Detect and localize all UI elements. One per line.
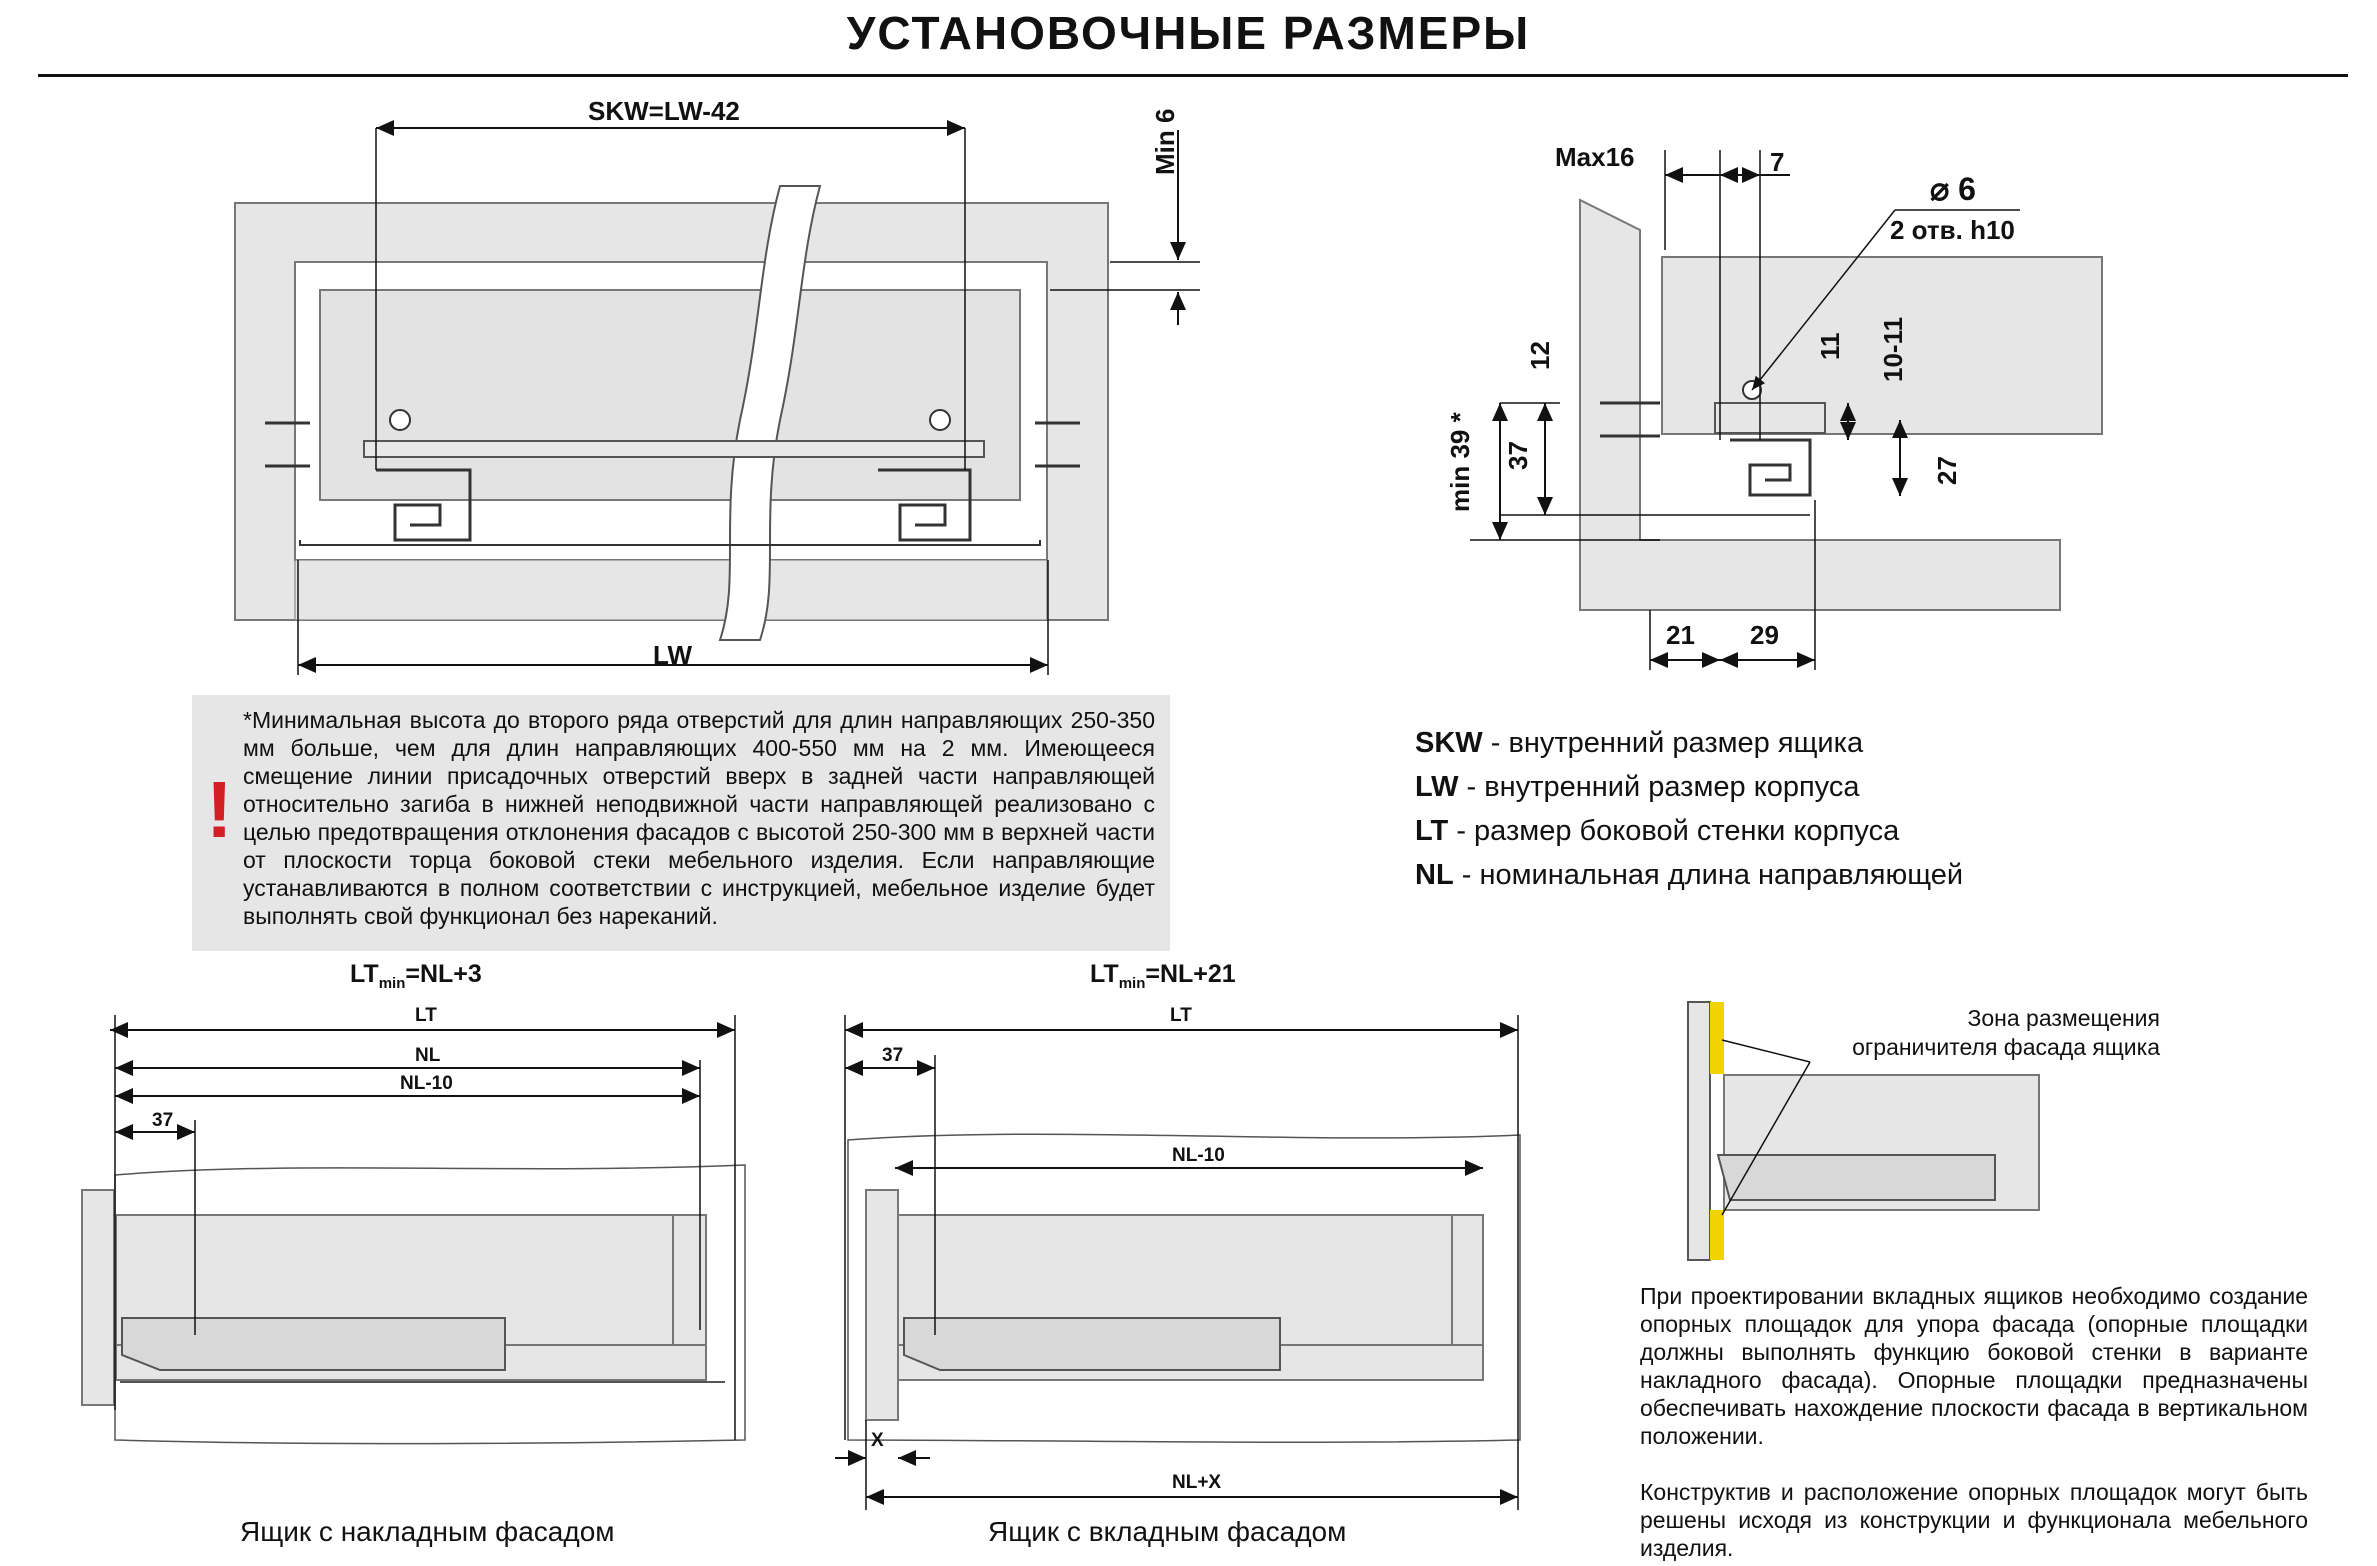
front-section-drawing: [235, 128, 1200, 675]
design-note-paragraph-1: При проектировании вкладных ящиков необходимо создание опорных площадок для упора фасада (опорные площадки должны выполнять функцию боковой стенки в варианте накладного фасада). Опорные площадки предназначены обеспечивать нахождение плоскости фасада в вертикальном положении.: [1640, 1283, 2308, 1449]
legend-item-lw: LW - внутренний размер корпуса: [1415, 771, 1860, 803]
dim-21-label: 21: [1666, 620, 1695, 650]
hole-diameter-label: ⌀ 6: [1930, 171, 1976, 207]
lt-label: LT: [415, 1005, 437, 1026]
page-title: УСТАНОВОЧНЫЕ РАЗМЕРЫ: [846, 7, 1531, 59]
skw-dimension-label: SKW=LW-42: [588, 96, 740, 126]
dim-7-label: 7: [1770, 147, 1785, 177]
holes-label: 2 отв. h10: [1890, 215, 2015, 245]
lt-inset-label: LT: [1170, 1005, 1192, 1026]
legend-item-lt: LT - размер боковой стенки корпуса: [1415, 815, 1900, 847]
formula-inset: $LT_{min}=NL+21$: [1090, 960, 1236, 992]
dim-37-left-label: 37: [152, 1110, 174, 1131]
lw-dimension-label: LW: [653, 640, 692, 670]
dim-37-mid-label: 37: [882, 1045, 904, 1066]
exclamation-icon: !: [206, 765, 233, 854]
nl-x-label: NL+X: [1172, 1472, 1222, 1493]
dim-11-label: 11: [1815, 332, 1845, 360]
dim-37-label: 37: [1503, 441, 1533, 470]
inset-drawer-drawing: [835, 1015, 1520, 1510]
zone-label: Зона размещения ограничителя фасада ящика: [1852, 1005, 2160, 1060]
nl-10-label: NL-10: [400, 1073, 453, 1094]
dim-12-label: 12: [1525, 341, 1555, 370]
min6-dimension-label: Min 6: [1150, 108, 1180, 175]
overlay-caption: Ящик с накладным фасадом: [240, 1516, 615, 1547]
design-note-paragraph-2: Конструктив и расположение опорных площадок могут быть решены исходя из конструкции и функционала мебельного изделия.: [1640, 1479, 2308, 1561]
nl-label: NL: [415, 1045, 441, 1066]
x-label: X: [871, 1430, 884, 1451]
dim-27-label: 27: [1932, 456, 1962, 485]
inset-caption: Ящик с вкладным фасадом: [988, 1516, 1347, 1547]
max16-label: Max16: [1555, 142, 1635, 172]
formula-overlay: $LT_{min}=NL+3$: [350, 960, 482, 992]
legend-item-skw: SKW - внутренний размер ящика: [1415, 727, 1864, 759]
dim-29-label: 29: [1750, 620, 1779, 650]
min39-label: min 39 *: [1445, 412, 1475, 512]
legend-item-nl: NL - номинальная длина направляющей: [1415, 859, 1964, 891]
warning-note-text: *Минимальная высота до второго ряда отверстий для длин направляющих 250-350 мм больше, чем для длин направляющих 400-550 мм на 2 мм. Имеющееся смещение линии присадочных отверстий вверх в задней части направляющей относительно загиба в нижней неподвижной части направляющей реализовано с целью предотвращения отклонения фасадов с высотой 250-300 мм в верхней части от плоскости торца боковой стеки мебельного изделия. Если направляющие устанавливаются в полном соответствии с инструкцией, мебельное изделие будет выполнять свой функционал без нареканий.: [243, 707, 1155, 929]
dim-10-11-label: 10-11: [1878, 316, 1908, 382]
nl-10-inset-label: NL-10: [1172, 1145, 1225, 1166]
